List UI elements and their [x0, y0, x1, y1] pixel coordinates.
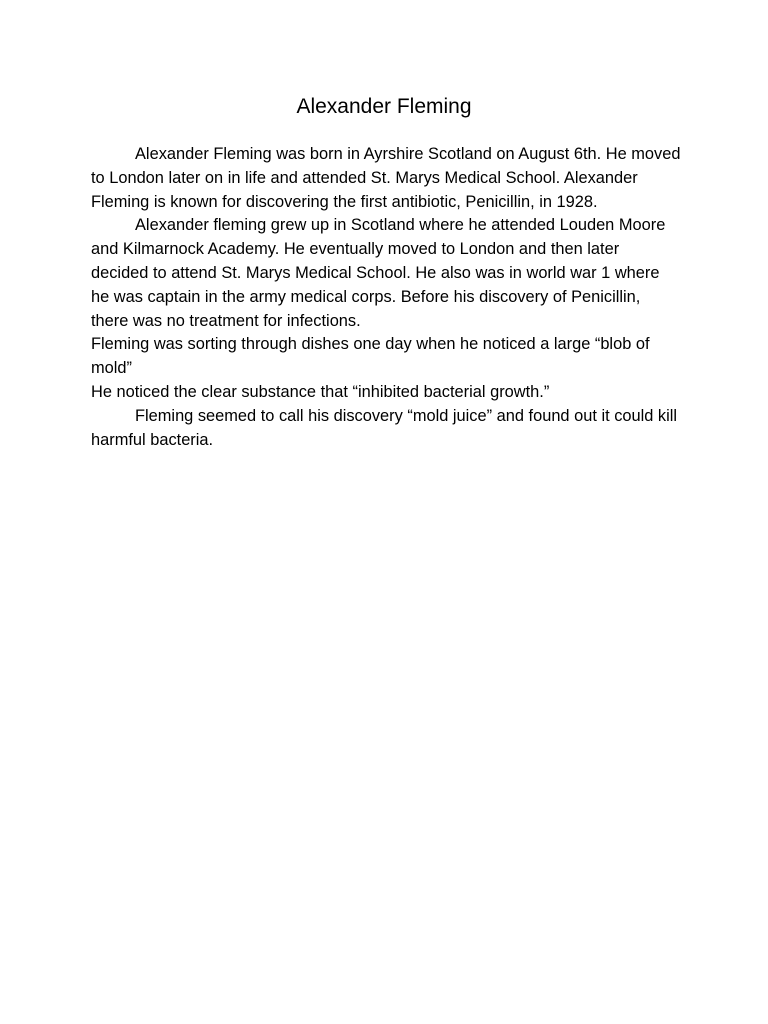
paragraph-mold-juice: Fleming seemed to call his discovery “mold juice” and found out it could kill harmful bacteria. [91, 406, 678, 449]
document-title: Alexander Fleming [296, 95, 472, 118]
paragraph-early-life: Alexander fleming grew up in Scotland where he attended Louden Moore and Kilmarnock Academy. He eventually moved to London and then later decided to attend St. Marys Medical School. He also was in world war 1 where he was captain in the army medical corps. Before his discovery of Penicillin, there was no treatment for infections. [91, 216, 666, 330]
paragraph-mold-discovery: Fleming was sorting through dishes one day when he noticed a large “blob of mold” [91, 335, 650, 378]
document-body [91, 143, 681, 452]
paragraph-birth: Alexander Fleming was born in Ayrshire Scotland on August 6th. He moved to London later on in life and attended St. Marys Medical School. Alexander Fleming is known for discovering the first antibiotic, Penicillin, in 1928. [91, 145, 681, 211]
paragraph-clear-substance: He noticed the clear substance that “inhibited bacterial growth.” [91, 382, 550, 401]
